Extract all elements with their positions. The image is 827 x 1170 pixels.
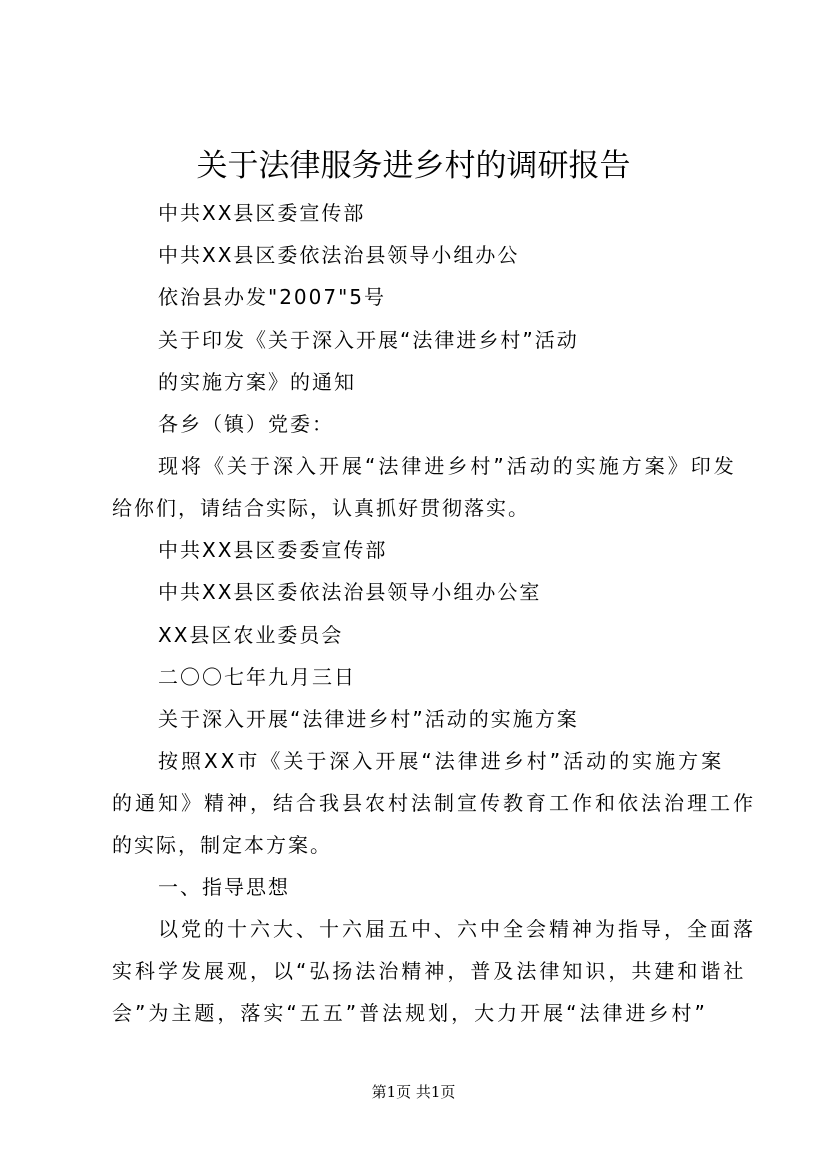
body-paragraph-2-line-1: 按照XX市《关于深入开展“法律进乡村”活动的实施方案	[158, 749, 725, 773]
plan-title: 关于深入开展“法律进乡村”活动的实施方案	[158, 707, 579, 731]
body-paragraph-1-line-1: 现将《关于深入开展“法律进乡村”活动的实施方案》印发	[158, 454, 737, 478]
body-paragraph-2-line-2: 的通知》精神，结合我县农村法制宣传教育工作和依法治理工作	[112, 791, 756, 815]
body-paragraph-3-line-1: 以党的十六大、十六届五中、六中全会精神为指导，全面落	[158, 917, 756, 941]
recipient-line: 各乡（镇）党委：	[158, 412, 334, 436]
notice-title-line-2: 的实施方案》的通知	[158, 370, 356, 394]
signature-line-3: XX县区农业委员会	[158, 623, 344, 647]
body-paragraph-3-line-3: 会”为主题，落实“五五”普法规划，大力开展“法律进乡村”	[112, 1001, 708, 1025]
document-number: 依治县办发"2007"5号	[158, 285, 387, 309]
signature-line-1: 中共XX县区委委宣传部	[158, 538, 388, 562]
body-paragraph-3-line-2: 实科学发展观，以“弘扬法治精神，普及法律知识，共建和谐社	[112, 959, 747, 983]
notice-title-line-1: 关于印发《关于深入开展“法律进乡村”活动	[158, 328, 579, 352]
date-line: 二〇〇七年九月三日	[158, 665, 356, 689]
sender-line-2: 中共XX县区委依法治县领导小组办公	[158, 243, 520, 267]
document-title: 关于法律服务进乡村的调研报告	[196, 148, 631, 184]
section-heading: 一、指导思想	[158, 875, 290, 899]
body-paragraph-1-line-2: 给你们，请结合实际，认真抓好贯彻落实。	[112, 496, 530, 520]
signature-line-2: 中共XX县区委依法治县领导小组办公室	[158, 580, 542, 604]
sender-line-1: 中共XX县区委宣传部	[158, 201, 366, 225]
page-footer: 第1页 共1页	[371, 1083, 456, 1101]
body-paragraph-2-line-3: 的实际，制定本方案。	[112, 833, 332, 857]
